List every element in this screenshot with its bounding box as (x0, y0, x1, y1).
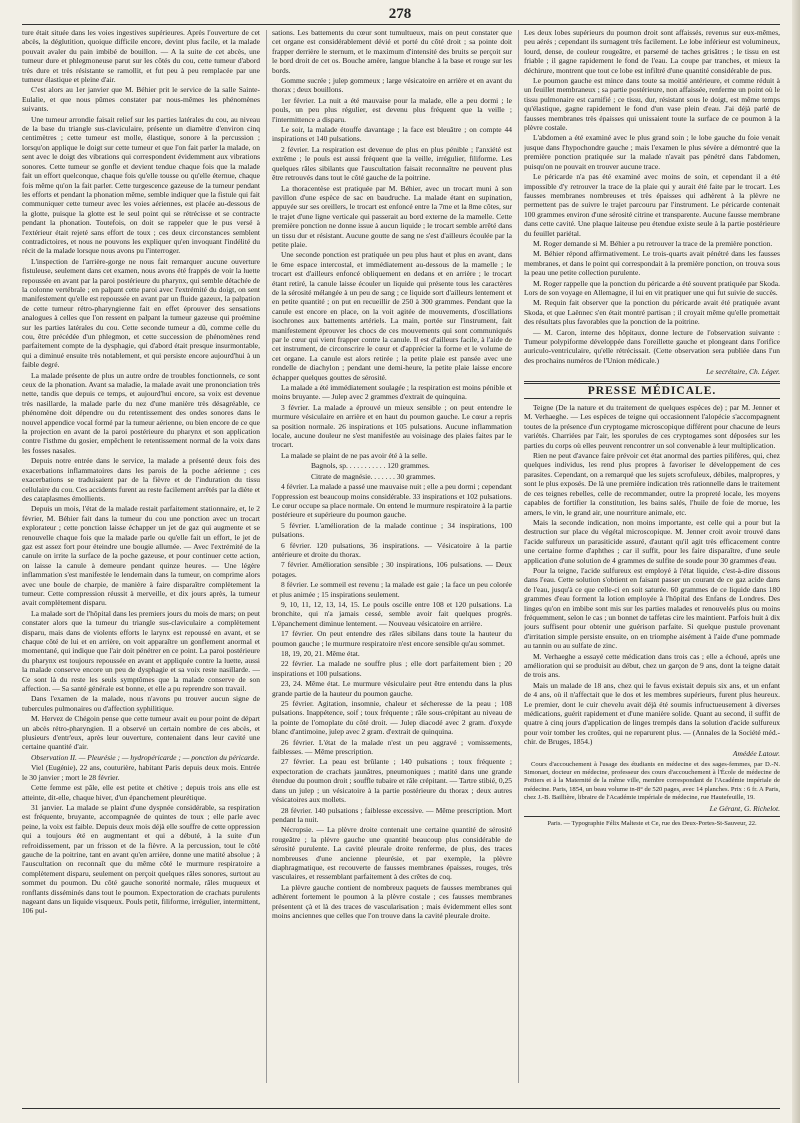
paragraph: Cette femme est pâle, elle est petite et chétive ; depuis trois ans elle est atteinte, dit-elle, chaque hiver, d'un épanchement pleurétique. (22, 783, 260, 802)
gerant-signature: Le Gérant, G. Richelot. (709, 804, 780, 814)
paragraph: Depuis notre entrée dans le service, la malade a présenté deux fois des exacerbations inflammatoires dans les parois de la poche aérienne ; ces exacerbations se traduisaient par de la fièvre et de l'induration du tissu cellulaire du cou. Ces accidents furent au reste facilement arrêtés par la diète et des cataplasmes émollients. (22, 456, 260, 503)
paragraph: M. Roger demande si M. Béhier a pu retrouver la trace de la première ponction. (533, 238, 773, 248)
paragraph: 17 février. On peut entendre des râles sibilans dans toute la hauteur du poumon gauche ; le murmure respiratoire n'est encore sensible qu'au sommet. (272, 629, 512, 648)
page-number: 278 (388, 6, 412, 22)
paragraph: Dans l'examen de la malade, nous n'avons pu trouver aucun signe de tubercules pulmonaires ou d'affection syphilitique. (22, 694, 260, 713)
paragraph: M. Verhaeghe a essayé cette médication dans trois cas ; elle a échoué, après une amélioration qui se produisit au début, chez un garçon de 9 ans, dont la teigne datait de trois ans. (524, 651, 780, 680)
section-rule (524, 381, 780, 384)
paragraph: Pour la teigne, l'acide sulfureux est employé à l'état liquide, c'est-à-dire dissous dans l'eau. Cette solution s'obtient en faisant passer un courant de ce gaz acide dans de l'eau, jusqu'à ce que celle-ci en soit saturée. 60 grammes de ce liquide dans 180 grammes d'eau forment la lotion employée à l'hôpital des Enfans de Londres. Des linges qu'on en imbibe sont mis sur les parties malades et renouvelés plus ou moins fréquemment, selon le cas ; un bonnet de taffetas cire les maintient. Parfois huit à dix jours suffisent pour obtenir une guérison parfaite. Si quelque pustule provenant d'irritation simple persiste ensuite, on en triomphe aisément à l'aide d'une pommade au tannin ou au sulfate de zinc. (524, 565, 780, 651)
paragraph: 26 février. L'état de la malade n'est un peu aggravé ; vomissements, faiblesses. — Même prescription. (272, 737, 512, 757)
paragraph: Le soir, la malade étouffe davantage ; la face est bleuâtre ; on compte 44 inspirations et 140 pulsations. (272, 125, 512, 144)
paragraph: Gomme sucrée ; julep gommeux ; large vésicatoire en arrière et en avant du thorax ; deux bouillons. (272, 76, 512, 95)
prescription-line: Bagnols, sp. . . . . . . . . . . 120 grammes. (311, 461, 430, 471)
paragraph: 23, 24. Même état. Le murmure vésiculaire peut être entendu dans la plus grande partie de la hauteur du poumon gauche. (272, 679, 512, 698)
paragraph: Mais un malade de 18 ans, chez qui le favus existait depuis six ans, et un enfant de 4 ans, où il n'affectait que le dos et les membres supérieurs, furent plus heureux. Le premier, dont le cuir chevelu avait déjà été soumis infructueusement à diverses médications, guérit rapidement et d'une manière solide. Quant au second, il suffit de quatre à cinq jours d'application de linges trempés dans la solution d'acide sulfureux pour voir tomber les croûtes, qui ne reparurent plus. — (Annales de la Société méd.-chir. de Bruges, 1854.) (524, 680, 780, 747)
footer-rule (22, 1108, 780, 1109)
column-2 (272, 28, 512, 1107)
column-divider (518, 30, 519, 1083)
paragraph: La malade a été immédiatement soulagée ; la respiration est moins pénible et moins bruyante. — Julep avec 2 grammes d'extrait de quinquina. (272, 383, 512, 402)
book-notice-block (524, 761, 780, 802)
paragraph: La plèvre gauche contient de nombreux paquets de fausses membranes qui adhèrent fortement le poumon à la plèvre costale ; ces fausses membranes présentent çà et là des traces de vascularisation ; mais évidemment elles sont moins anciennes que celles que l'on trouve dans la cavité pleurale droite. (272, 882, 512, 920)
paragraph: C'est alors au 1er janvier que M. Béhier prit le service de la salle Sainte-Eulalie, et que nous pûmes constater par nous-mêmes les phénomènes suivants. (22, 85, 260, 114)
header-rule (22, 24, 780, 25)
paragraph: ture était située dans les voies ingestives supérieures. Après l'ouverture de cet abcès, la déglutition, quoique difficile encore, devint plus facile, et la malade pouvait avaler du pain imbibé de bouillon. — A la suite de cet abcès, une tumeur dure et phlegmoneuse parut sur les côtés du cou, cette tumeur d'abord très dure et très résistante se ramollit, et fut peu à peu remplacée par une tumeur élastique et pleine d'air. (22, 28, 260, 85)
section-rule (524, 398, 780, 399)
printer-line: Paris. — Typographie Félix Malteste et Ce, rue des Deux-Portes-St-Sauveur, 22. (524, 816, 780, 828)
paragraph: La malade sort de l'hôpital dans les premiers jours du mois de mars; on peut constater alors que la tumeur du triangle sus-claviculaire a complètement disparu, mais dans de violents efforts le larynx est repoussé en avant, et se chaque côté de lui et en arrière, on voit apparaître un gonflement anormal et momentané, qui indique que l'air doit pénétrer en ce point. La paroi postérieure du pharynx est toujours repoussée en avant et appliquée contre la luette, aussi la malade conserve encore un peu de dysphagie et sa voix reste nasillarde. — Ce sont là du reste les seuls symptômes que la malade conserve de son affection. — Sa santé générale est bonne, et elle a pu reprendre son travail. (22, 608, 260, 694)
paragraph: La malade présente de plus un autre ordre de troubles fonctionnels, ce sont ceux de la phonation. Avant sa maladie, la malade avait une prononciation très nette, tandis que depuis ce temps, et aujourd'hui encore, sa voix est devenue très nasillarde, la malade parle du nez d'une manière très désagréable, ce phénomène doit dépendre ou du retentissement des ondes sonores dans le nouvel appendice vocal formé par la tumeur aérienne, ou bien encore de ce que la projection en avant de la paroi postérieure du pharynx et son application contre l'isthme du gosier, empêchent le retentissement normal de la voix dans les fosses nasales. (22, 370, 260, 455)
paragraph: 3 février. La malade a éprouvé un mieux sensible ; on peut entendre le murmure vésiculaire en arrière et en haut du poumon gauche. Le cœur a repris sa position normale. 26 inspirations et 105 pulsations. Aucune inflammation locale, aucune douleur ne s'est manifestée au voisinage des plaies faites par le trocart. (272, 402, 512, 450)
paragraph: Depuis un mois, l'état de la malade restait parfaitement stationnaire, et, le 2 février, M. Béhier fait dans la tumeur du cou une ponction avec un trocart explorateur ; cette ponction laisse échapper un jet de gaz qui augmente et se renouvelle chaque fois que la malade parle ou qu'elle fait un effort, le jet de gaz est assez fort pour éteindre une bougie allumée. — Avec l'extrémité de la canule on irrite la surface de la poche gazeuse, et pour continuer cette action, on laisse la canule à demeure pendant quinze heures. — Une légère inflammation s'est manifestée le lendemain dans la tumeur, on comprime alors avec une boule de charpie, de manière à faire disparaître complètement la tumeur. Cette compression réussit à merveille, et dix jours après, la tumeur avait complètement disparu. (22, 504, 260, 608)
paragraph: 5 février. L'amélioration de la malade continue ; 34 inspirations, 100 pulsations. (272, 520, 512, 540)
paragraph: Mais la seconde indication, non moins importante, est celle qui a pour but la destruction sur place du végétal microscopique. M. Jenner croit avoir trouvé dans l'acide sulfureux un parasiticide assuré, d'autant qu'il agit très efficacement contre une certaine forme d'aphthes ; car il suffit, pour les faire disparaître, d'une seule application d'une solution de 4 grammes de sulfite de soude pour 30 grammes d'eau. (524, 517, 780, 565)
paragraph: 8 février. Le sommeil est revenu ; la malade est gaie ; la face un peu colorée et plus animée ; 15 inspirations seulement. (272, 580, 512, 599)
paragraph: La thoracentèse est pratiquée par M. Béhier, avec un trocart muni à son pavillon d'une espèce de sac en baudruche. La malade étant en supination, appuyée sur ses oreillers, le trocart est enfoncé entre la 7me et la 8me côtes, sur le trajet d'une ligne verticale qui passerait au bord externe de la mamelle. Cette première ponction ne donne issue à aucun liquide ; le trocart semble arrêté dans un tissu dur et résistant. Aucune goutte de sang ne s'est d'ailleurs écoulée par la petite plaie. (272, 183, 512, 249)
paragraph: Le péricarde n'a pas été examiné avec moins de soin, et cependant il a été impossible d'y retrouver la trace de la plaie qui y aurait été faite par le trocart. Les fausses membranes nombreuses et très épaisses qui adhèrent à la plèvre ne permettent pas de suivre le trajet parcouru par l'instrument. Le péricarde contenait 100 grammes environ d'une sérosité citrine et transparente. Aucune fausse membrane dans cette cavité. Une plaque laiteuse peu étendue existe seule à la partie postérieure du feuillet pariétal. (524, 172, 780, 238)
paragraph: 1er février. La nuit a été mauvaise pour la malade, elle a peu dormi ; le pouls, un peu plus régulier, est devenu plus fréquent que la veille ; l'intermittence a disparu. (272, 95, 512, 124)
paragraph: M. Roger rappelle que la ponction du péricarde a été souvent pratiquée par Skoda. Lors de son voyage en Allemagne, il lui en vit pratiquer une qui fut suivie de succès. (524, 278, 780, 297)
paragraph: Une tumeur arrondie faisait relief sur les parties latérales du cou, au niveau de la base du triangle sus-claviculaire, présente un diamètre d'environ cinq centimètres ; cette tumeur est molle, élastique, sonore à la percussion ; lorsqu'on applique le doigt sur cette tumeur et que l'on fait parler la malade, on sent avec le doigt des vibrations qui correspondent évidemment aux vibrations sonores. Cette tumeur se gonfle et devient tendue chaque fois que la malade fait un effort quelconque, chaque fois qu'elle tousse ou qu'elle éternue, chaque fois même qu'on la fait parler. Cette turgescence gazeuse de la tumeur pendant les efforts et pendant la phonation même, semble indiquer que la fistule qui fait communiquer cette tumeur avec les voies aériennes, est placée au-dessous de la glotte, puisque la glotte est le seul point qui se rétrécisse et se contracte pendant la phonation. Toutefois, on doit se rappeler que le pus versé à l'extérieur était rejeté sans effort de toux ; ces deux circonstances semblent contradictoires, et nous ne pouvons les expliquer qu'en invoquant l'indélité du récit de la malade lorsque nous avons pu l'interroger. (22, 114, 260, 256)
observation-heading: Observation II. — Pleurésie ; — hydropéricarde ; — ponction du péricarde. (31, 752, 260, 762)
column-divider (266, 30, 267, 1083)
paragraph: L'inspection de l'arrière-gorge ne nous fait remarquer aucune ouverture fistuleuse, seulement dans cet examen, nous avons été frappés de voir la luette repoussée en avant par la paroi postérieure du pharynx, qui semble détachée de la colonne vertébrale ; en palpant cette paroi avec l'extrémité du doigt, on sent manifestement qu'elle est repoussée en avant par un fluide gazeux, la palpation de cette tumeur rétro-pharyngienne fait en effet éprouver des sensations analogues à celles que l'on ressent en palpant la tumeur gazeuse qui proémine sur les parties latérales du cou. Cette seconde tumeur a dû, comme celle du cou, être précédée d'un phlegmon, et cette succession de phénomènes rend parfaitement compte de la dysphagie, qui d'abord était presque insurmontable, qui a diminué ensuite très notablement, et qui persiste encore aujourd'hui à un faible degré. (22, 256, 260, 370)
paragraph: Les deux lobes supérieurs du poumon droit sont affaissés, revenus sur eux-mêmes, peu aérés ; cependant ils surnagent très facilement. Le lobe inférieur est volumineux, lourd, dense, de couleur rougeâtre, et parsemé de taches grisâtres ; le tissu en est friable ; il gagne rapidement le fond de l'eau. La coupe par tranches, et mieux la déchirure, montrent que tout ce lobe est infiltré d'une quantité considérable de pus. (524, 28, 780, 75)
paragraph: L'abdomen a été examiné avec le plus grand soin ; le lobe gauche du foie venait jusque dans l'hypochondre gauche ; mais l'examen le plus sévère a démontré que la première ponction pratiquée sur la malade n'avait pas pénétré dans l'abdomen, puisqu'on ne pouvait en trouver aucune trace. (524, 133, 780, 171)
paragraph: 22 février. La malade ne souffre plus ; elle dort parfaitement bien ; 20 inspirations et 100 pulsations. (272, 659, 512, 678)
paragraph: 6 février. 120 pulsations, 36 inspirations. — Vésicatoire à la partie antérieure et droite du thorax. (272, 540, 512, 559)
paragraph: 25 février. Agitation, insomnie, chaleur et sécheresse de la peau ; 108 pulsations. Inappétence, soif ; toux fréquente ; râle sous-crépitant au niveau de la pointe de l'omoplate du côté droit. — Julep diacodé avec 2 gram. d'oxyde blanc d'antimoine, julep avec 2 gram. d'extrait de quinquina. (272, 699, 512, 737)
paragraph: 18, 19, 20, 21. Même état. (281, 649, 360, 658)
paragraph: Le poumon gauche est mince dans toute sa moitié antérieure, et comme réduit à un feuillet membraneux ; sa partie postérieure, non affaissée, renferme un point où le tissu pulmonaire est carnifié ; ce tissu, dur, résistant sous le doigt, est même temps qu'élastique, gagne rapidement le fond d'un vase plein d'eau. J'ai déjà parlé de fausses membranes très épaisses qui unissaient toute la surface de ce poumon à la plèvre costale. (524, 76, 780, 133)
paragraph: 7 février. Amélioration sensible ; 30 inspirations, 106 pulsations. — Deux potages. (272, 560, 512, 579)
page-edge (792, 0, 800, 1123)
press-signature: Amédée Latour. (732, 748, 780, 758)
paragraph: 31 janvier. La malade se plaint d'une dyspnée considérable, sa respiration est fréquente, bruyante, accompagnée de quintes de toux ; elle parle avec peine, la voix est faible. Depuis deux mois déjà elle souffre de cette oppression qui a toujours été en augmentant et qui a débuté, à la suite d'un refroidissement, par un frisson et de la fièvre. A la percussion, tout le côté gauche de la poitrine, tant en avant qu'en arrière, donne une matité absolue ; à l'auscultation on reconnaît que du même côté le murmure respiratoire a complètement disparu, seulement on perçoit quelques râles sonores, surtout au sommet du poumon. Du côté gauche sonorité normale, râles muqueux et ronflants disséminés dans tout le poumon. Expectoration de crachats purulents nageant dans un liquide visqueux. Pouls petit, filiforme, irrégulier, intermittent, 106 pul- (22, 802, 260, 916)
prescription-line: Citrate de magnésie. . . . . . . 30 grammes. (311, 471, 436, 481)
paragraph: 2 février. La respiration est devenue de plus en plus pénible ; l'anxiété est extrême ; le pouls est aussi fréquent que la veille, irrégulier, filiforme. Les quelques râles sibilants que l'auscultation faisait reconnaître ne peuvent plus être retrouvés dans tout le côté gauche de la poitrine. (272, 144, 512, 183)
paragraph: Nécropsie. — La plèvre droite contenait une certaine quantité de sérosité rougeâtre ; la plèvre gauche une quantité beaucoup plus considérable de sérosité purulente. La cavité pleurale droite renferme, de plus, des traces nombreuses d'une ancienne pleurésie, et par exemple, la plèvre diaphragmatique, est recouverte de fausses membranes épaisses, rouges, très vasculaires, et ressemblant parfaitement à des crêtes de coq. (272, 825, 512, 882)
paragraph: — M. Caron, interne des hôpitaux, donne lecture de l'observation suivante : Tumeur polypiforme développée dans l'oreillette gauche et plongeant dans l'orifice auriculo-ventriculaire, qu'elle rétrécissait. (Cette observation sera publiée dans l'un des prochains numéros de l'Union médicale.) (524, 327, 780, 365)
book-notice: Cours d'accouchement à l'usage des étudiants en médecine et des sages-femmes, par D.-N. Simonart, docteur en médecine, professeur des cours d'accouchement à l'École de médecine de Poitiers et à la Maternité de la même ville, membre correspondant de l'Académie impériale de médecine. Paris, 1854, un beau volume in-8° de 520 pages, avec 14 planches. Prix : 6 fr. A Paris, chez J.-B. Baillière, libraire de l'Académie impériale de médecine, rue Hautefeuille, 19. (524, 761, 780, 801)
column-3 (524, 28, 780, 1107)
paragraph: Une seconde ponction est pratiquée un peu plus haut et plus en avant, dans le 6me espace intercostal, et immédiatement au-dessous de la mamelle ; le trocart est d'ailleurs enfoncé obliquement en dedans et en arrière ; le trocart étant retiré, la canule laisse écouler un liquide qui présente tous les caractères de la sérosité mélangée à un peu de sang ; ce liquide sort d'ailleurs lentement et en petite quantité ; on put en recueillir de 250 à 300 grammes. Pendant que la canule est encore en place, on la voit agitée de mouvements, d'oscillations isochrones aux battements artériels. La main, portée sur l'instrument, fait manifestement éprouver les chocs de ces mouvements qui sont communiqués par le cœur qui vient frapper contre la canule. Il est d'ailleurs facile, à l'aide de cet instrument, de circonscrire le cœur et d'apprécier la forme et le volume de cet organe. La canule est alors retirée ; la petite plaie est pansée avec une rondelle de diachylon ; pendant une demi-heure, la petite plaie laisse encore échapper quelques gouttes de sérosité. (272, 250, 512, 382)
paragraph: 28 février. 140 pulsations ; faiblesse excessive. — Même prescription. Mort pendant la nuit. (272, 805, 512, 824)
paragraph: 4 février. La malade a passé une mauvaise nuit ; elle a peu dormi ; cependant l'oppression est beaucoup moins considérable. 33 inspirations et 102 pulsations. Le cœur occupe sa place normale. On entend le murmure respiratoire à la partie postérieure et supérieure du poumon gauche. (272, 482, 512, 520)
paragraph: 9, 10, 11, 12, 13, 14, 15. Le pouls oscille entre 108 et 120 pulsations. La bronchite, qui n'a jamais cessé, semble avoir fait quelques progrès. L'épanchement diminue lentement. — Nouveau vésicatoire en arrière. (272, 599, 512, 628)
secretary-signature: Le secrétaire, Ch. Léger. (706, 367, 780, 377)
press-heading: PRESSE MÉDICALE. (587, 384, 717, 397)
paragraph: Rien ne peut d'avance faire prévoir cet état anormal des parties pilifères, qui, chez quelques individus, les rend plus propres à favoriser le développement de ces parasites. Cependant, on a remarqué que les sujets scrofuleux, débiles, malpropres, y sont le plus exposés. De là une première indication très rationnelle dans le traitement de ces teignes rebelles, celle de recommander, outre la propreté locale, les moyens capables de fortifier la constitution, les bains salés, l'huile de foie de morue, les amers, le vin, le grand air, une nourriture animale, etc. (524, 451, 780, 517)
paragraph: La malade se plaint de ne pas avoir été à la selle. (281, 450, 428, 460)
paragraph: 27 février. La peau est brûlante ; 140 pulsations ; toux fréquente ; expectoration de crachats jaunâtres, pneumoniques ; matité dans une grande étendue du poumon droit ; souffle tubaire et râle crépitant. — Tartre stibié, 0,25 dans un julep ; un vésicatoire à la partie postérieure du thorax ; deux autres vésicatoires aux mollets. (272, 757, 512, 805)
paragraph: M. Hervez de Chégoin pense que cette tumeur avait eu pour point de départ un abcès rétro-pharyngien. Il a observé un certain nombre de ces abcès, et plusieurs d'entr'eux, après leur ouverture, contenaient dans leur cavité une certaine quantité d'air. (22, 714, 260, 752)
paragraph: Viel (Eugénie), 22 ans, couturière, habitant Paris depuis deux mois. Entrée le 30 janvier ; mort le 28 février. (22, 763, 260, 782)
paragraph: sations. Les battements du cœur sont tumultueux, mais on peut constater que cet organe est considérablement dévié et porté du côté droit ; sa pointe doit frapper derrière le sternum, et le maximum d'intensité des bruits se perçoit sur le bord droit de cet os. Bouche amère, langue blanche à la base et rouge sur les bords. (272, 28, 512, 75)
paragraph: M. Requin fait observer que la ponction du péricarde avait été pratiquée avant Skoda, et que Laënnec s'en était montré partisan ; il croyait même qu'elle promettait des résultats plus favorables que la ponction de la poitrine. (524, 298, 780, 327)
paragraph: Teigne (De la nature et du traitement de quelques espèces de) ; par M. Jenner et M. Verhaeghe. — Les espèces de teigne qui occasionnent l'alopécie s'accompagnent toutes de la présence d'un cryptogame microscopique différent pour chacune de leurs variétés. Charriées par l'air, les sporules de ces cryptogames sont déposées sur les parties du corps où elles peuvent rencontrer un sol convenable à leur multiplication. (524, 403, 780, 450)
paragraph: M. Béhier répond affirmativement. Le trois-quarts avait pénétré dans les fausses membranes, et dans le point qui correspondait à la première ponction, on trouva sous la peau une petite collection purulente. (524, 249, 780, 278)
column-1 (22, 28, 260, 1107)
